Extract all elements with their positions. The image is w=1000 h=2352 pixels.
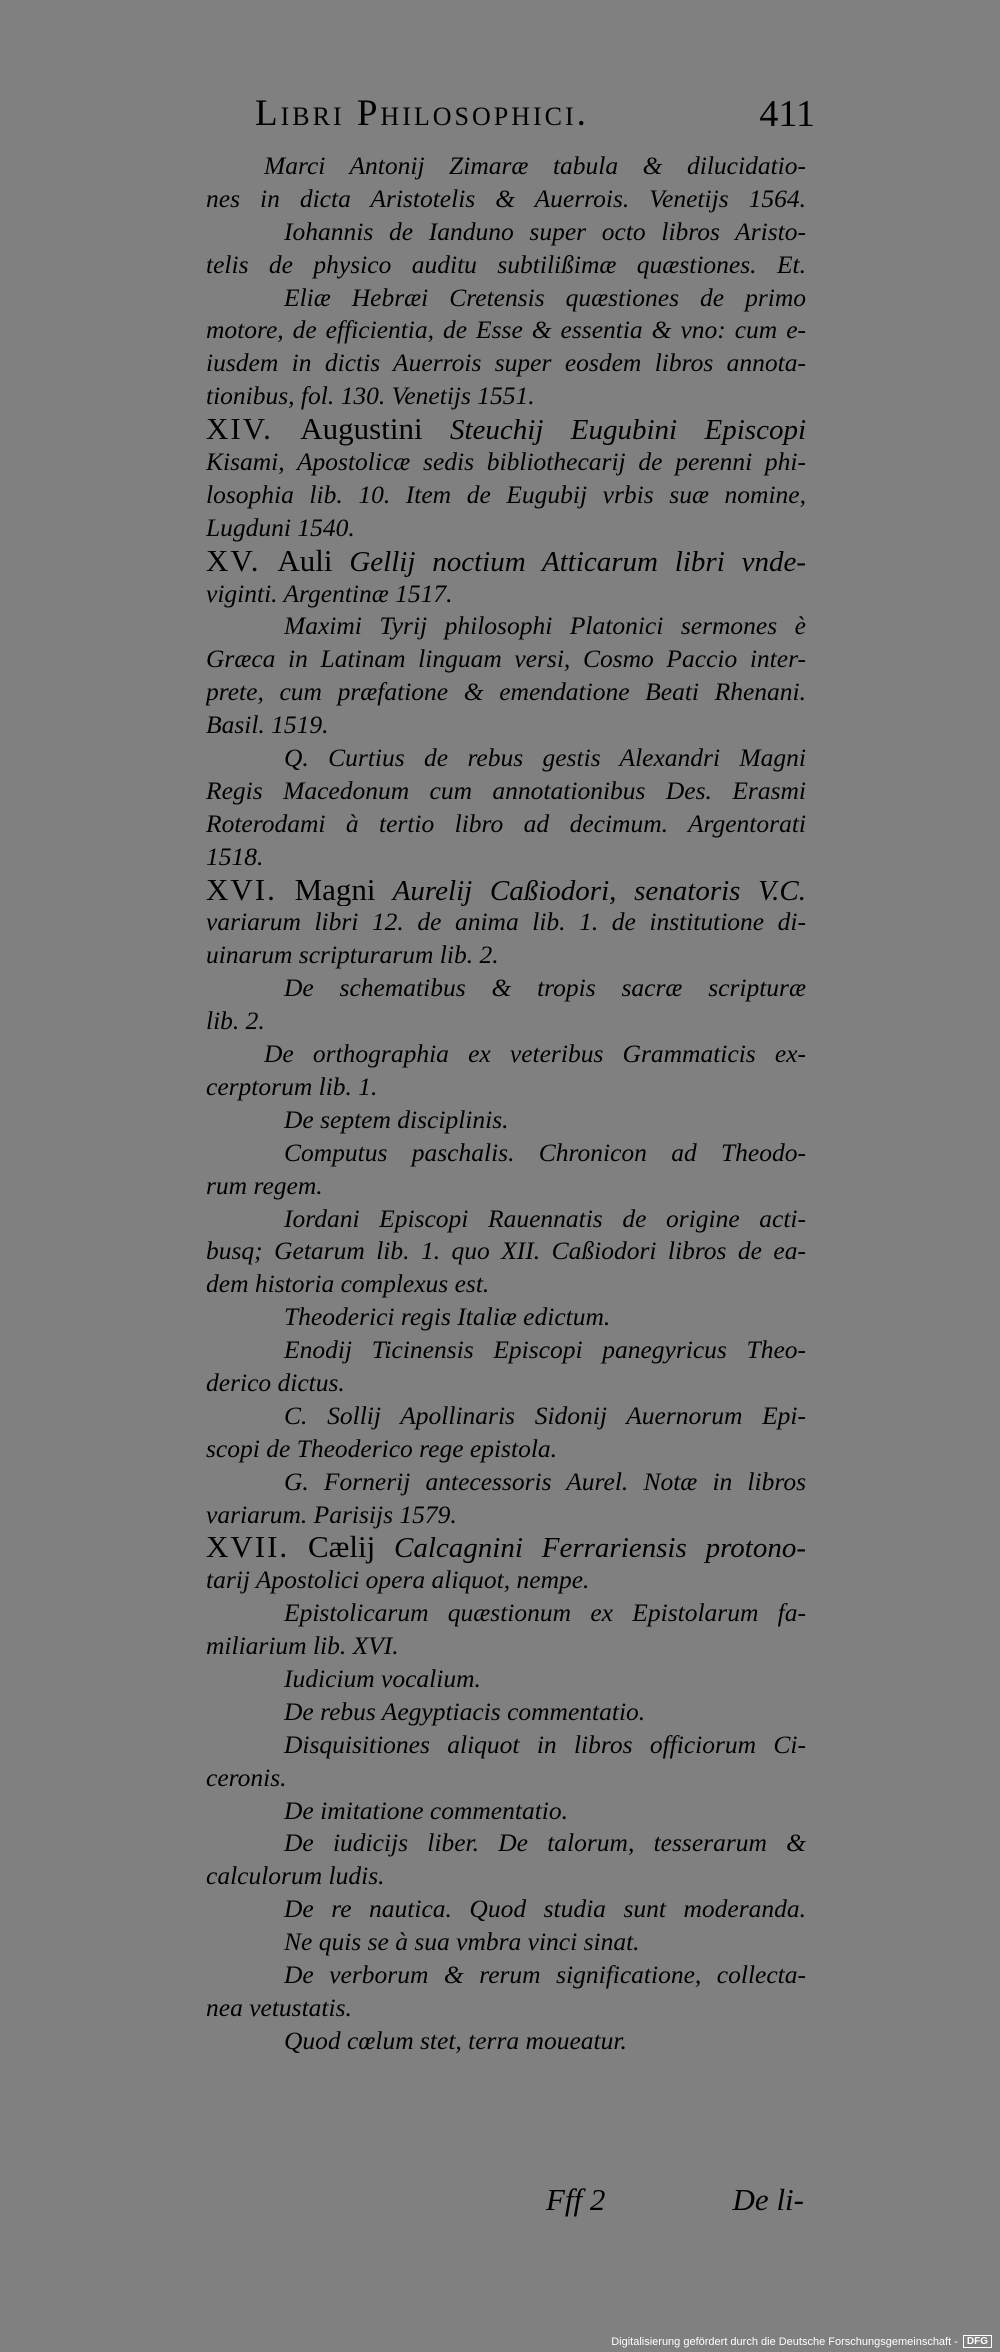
text-line: G. Fornerij antecessoris Aurel. Notæ in libros: [284, 1466, 806, 1496]
text-line: C. Sollij Apollinaris Sidonij Auernorum Epi-: [284, 1400, 806, 1430]
entry-heading-line: [206, 874, 806, 907]
entry-numeral: XVI.: [206, 873, 277, 907]
running-head: Libri Philosophici.: [255, 93, 589, 134]
text-line: Iohannis de Ianduno super octo libros Aristo-: [284, 216, 806, 246]
entry-numeral: XIV.: [206, 413, 273, 447]
entry-heading-line: [206, 1531, 806, 1564]
page-number: 411: [759, 93, 815, 135]
text-line: Quod cœlum stet, terra moueatur.: [284, 2025, 627, 2055]
text-line: De septem disciplinis.: [284, 1104, 509, 1134]
text-line: 1518.: [206, 841, 264, 871]
page-header: [255, 92, 815, 142]
text-line: losophia lib. 10. Item de Eugubij vrbis suæ nomine,: [206, 479, 806, 509]
text-line: Iudicium vocalium.: [284, 1663, 481, 1693]
text-line: telis de physico auditu subtilißimæ quæstiones. Et.: [206, 249, 806, 279]
text-line: variarum. Parisijs 1579.: [206, 1499, 457, 1529]
entry-numeral: XV.: [206, 544, 261, 578]
text-line: tionibus, fol. 130. Venetijs 1551.: [206, 381, 535, 411]
text-line: Basil. 1519.: [206, 710, 329, 740]
text-line: dem historia complexus est.: [206, 1269, 490, 1299]
text-line: nes in dicta Aristotelis & Auerrois. Venetijs 1564.: [206, 183, 806, 213]
text-line: De schematibus & tropis sacræ scripturæ: [284, 973, 806, 1003]
text-line: Maximi Tyrij philosophi Platonici sermones è: [284, 611, 806, 641]
text-line: De verborum & rerum significatione, collecta-: [284, 1959, 806, 1989]
text-line: iusdem in dictis Auerrois super eosdem libros annota-: [206, 348, 806, 378]
text-line: De rebus Aegyptiacis commentatio.: [284, 1696, 646, 1726]
text-line: miliarium lib. XVI.: [206, 1631, 399, 1661]
text-line: De orthographia ex veteribus Grammaticis ex-: [264, 1039, 806, 1069]
entry-heading-line: [206, 413, 806, 446]
text-line: Disquisitiones aliquot in libros officiorum Ci-: [284, 1729, 806, 1759]
text-line: Græca in Latinam linguam versi, Cosmo Paccio inter-: [206, 644, 806, 674]
author-name: Magni: [294, 873, 376, 907]
line-text: Steuchij Eugubini Episcopi: [449, 414, 806, 447]
text-line: Lugduni 1540.: [206, 512, 355, 542]
text-line: Theoderici regis Italiæ edictum.: [284, 1302, 611, 1332]
page-footer: [546, 2182, 804, 2222]
line-text: Calcagnini Ferrariensis protono-: [394, 1532, 806, 1565]
dfg-logo-icon: DFG: [963, 2335, 992, 2348]
text-line: ceronis.: [206, 1762, 287, 1792]
text-line: Epistolicarum quæstionum ex Epistolarum fa-: [284, 1598, 806, 1628]
text-line: Computus paschalis. Chronicon ad Theodo-: [284, 1137, 806, 1167]
text-line: busq; Getarum lib. 1. quo XII. Caßiodori libros de ea-: [206, 1236, 806, 1266]
author-name: Auli: [277, 544, 333, 578]
text-line: Enodij Ticinensis Episcopi panegyricus Theo-: [284, 1335, 806, 1365]
text-line: De iudicijs liber. De talorum, tesserarum &: [284, 1828, 806, 1858]
text-line: scopi de Theoderico rege epistola.: [206, 1433, 558, 1463]
text-line: rum regem.: [206, 1170, 323, 1200]
text-line: derico dictus.: [206, 1367, 345, 1397]
text-line: De re nautica. Quod studia sunt moderanda.: [284, 1894, 806, 1924]
text-line: cerptorum lib. 1.: [206, 1071, 378, 1101]
author-name: Augustini: [300, 413, 423, 447]
text-line: Kisami, Apostolicæ sedis bibliothecarij de perenni phi-: [206, 447, 806, 477]
text-line: tarij Apostolici opera aliquot, nempe.: [206, 1565, 590, 1595]
credit-text: Digitalisierung gefördert durch die Deutsche Forschungsgemeinschaft -: [611, 2335, 958, 2348]
text-line: Roterodami à tertio libro ad decimum. Argentorati: [206, 808, 806, 838]
text-line: lib. 2.: [206, 1006, 265, 1036]
text-line: Marci Antonij Zimaræ tabula & dilucidatio-: [264, 151, 806, 180]
entry-heading-line: [206, 545, 806, 578]
text-line: calculorum ludis.: [206, 1861, 385, 1891]
digitization-credit: [611, 2335, 992, 2348]
text-line: Ne quis se à sua vmbra vinci sinat.: [284, 1927, 640, 1957]
text-line: Regis Macedonum cum annotationibus Des. Erasmi: [206, 775, 806, 805]
signature-mark: Fff 2: [546, 2182, 606, 2217]
text-line: variarum libri 12. de anima lib. 1. de institutione di-: [206, 907, 806, 937]
text-line: nea vetustatis.: [206, 1992, 352, 2022]
text-line: Iordani Episcopi Rauennatis de origine acti-: [284, 1203, 806, 1233]
text-line: motore, de efficientia, de Esse & essentia & vno: cum e-: [206, 315, 806, 345]
text-line: viginti. Argentinæ 1517.: [206, 578, 453, 608]
author-name: Cælij: [308, 1531, 376, 1565]
text-line: Q. Curtius de rebus gestis Alexandri Magni: [284, 743, 806, 773]
line-text: Gellij noctium Atticarum libri vnde-: [349, 545, 806, 578]
text-line: Eliæ Hebræi Cretensis quæstiones de primo: [284, 282, 806, 312]
body-text: [206, 150, 806, 2058]
entry-numeral: XVII.: [206, 1531, 290, 1565]
catchword: De li-: [732, 2182, 804, 2217]
text-line: prete, cum præfatione & emendatione Beati Rhenani.: [206, 677, 806, 707]
text-line: uinarum scripturarum lib. 2.: [206, 940, 499, 970]
line-text: Aurelij Caßiodori, senatoris V.C.: [392, 874, 806, 907]
text-line: De imitatione commentatio.: [284, 1795, 568, 1825]
